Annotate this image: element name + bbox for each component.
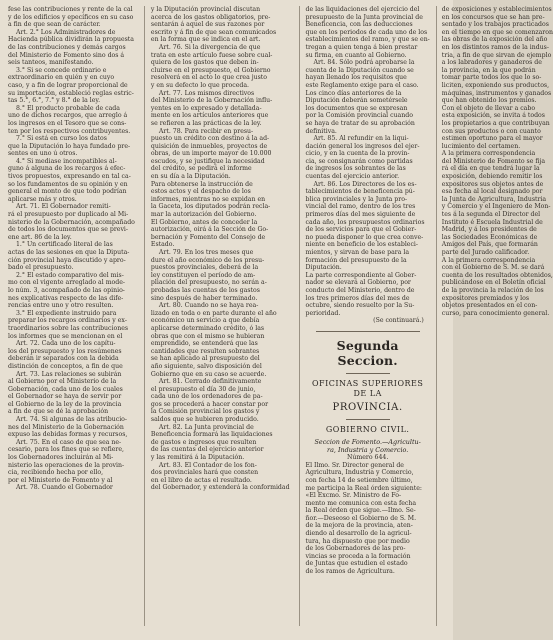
- offices-heading: OFICINAS SUPERIORES DE LA: [311, 378, 424, 398]
- text-line: se haya de tratar de su aprobación: [305, 119, 415, 127]
- text-line: niente en beneficio de los estableci-: [305, 241, 419, 249]
- text-line: objetos presentados en el con-: [441, 302, 538, 310]
- text-line: en los concursos que se han pre-: [441, 13, 545, 21]
- text-line: 1.° Un certificado literal de las: [16, 241, 113, 249]
- text-line: saldos que se hubieren producido.: [150, 416, 259, 424]
- text-line: mientos, y sirvan de base para la: [305, 249, 410, 256]
- text-line: y Comercio y el Ingeniero de Mon-: [441, 203, 551, 211]
- text-line: resolverá en el acto lo que crea justo: [150, 74, 268, 82]
- text-line: a los labradores y ganaderos de: [441, 59, 542, 67]
- text-line: sentarán á aquel de sus razones por: [150, 21, 265, 29]
- text-line: La parte correspondiente al Gober-: [305, 271, 417, 279]
- text-line: trata en este artículo fuese sobre cual-: [150, 51, 273, 59]
- text-line: al Gobierno por el Ministerio de la: [8, 378, 117, 386]
- text-line: escrito y á fin de que sean comunicados: [150, 28, 277, 36]
- text-line: Art. 73. Las relaciones se subirán: [16, 370, 122, 378]
- text-line: curso, para conocimiento general.: [441, 309, 550, 317]
- text-line: el Gobernador se haya de servir por: [8, 393, 122, 401]
- text-line: expositores premiados y los: [441, 294, 530, 302]
- column-fourth: [436, 6, 553, 626]
- text-line: con el Gobierno de S. M. se dará: [441, 264, 545, 272]
- text-line: de las contribuciones y demás cargos: [8, 43, 126, 51]
- text-columns: [8, 6, 553, 626]
- text-line: caso, y a fin de lograr proporcional de: [8, 81, 128, 89]
- text-line: económico un servicio a que debía: [150, 317, 260, 325]
- text-line: y la Diputación provincial discutan: [150, 6, 261, 13]
- text-line: Art. 82. La Junta provincial de: [158, 423, 254, 431]
- text-line: de los servicios para que el Gobier-: [305, 226, 417, 234]
- text-line: las Sociedades Económicas de: [441, 233, 538, 241]
- text-line: actas de las sesiones en que la Diputa-: [8, 249, 130, 256]
- text-line: Beneficencia, con las deducciones: [305, 21, 413, 29]
- text-line: 4.° Si mediase incompatibles al-: [16, 157, 117, 165]
- text-line: seis tanteos, manifestando.: [8, 59, 94, 67]
- section-rule-short: [346, 373, 390, 374]
- text-line: conducto del Ministerio, dentro de: [305, 286, 415, 294]
- text-line: so los fundamentos de su opinión y en: [8, 180, 128, 188]
- text-line: nes del Ministerio de la Gobernación: [8, 423, 124, 431]
- text-line: general el monto de que todo podrían: [8, 188, 127, 196]
- text-line: tivos propuestos, expresando en tal ca-: [8, 173, 131, 181]
- text-line: en los distintos ramos de la indus-: [441, 43, 549, 51]
- text-line: cuenta de la Diputación cuando se: [305, 66, 414, 74]
- text-line: 2.° El estado comparativo del mis-: [16, 271, 124, 279]
- text-line: los documentos que se expresan: [305, 104, 408, 112]
- text-line: Amigos del País, que formarán: [441, 241, 538, 249]
- text-line: se han aplicado al presupuesto del: [150, 355, 260, 363]
- text-line: autorización, oirá á la Sección de Go-: [150, 226, 269, 234]
- text-line: y las remitirá á la Diputación.: [150, 454, 245, 462]
- text-line: Art. 72. Cada uno de los capítu-: [16, 340, 116, 348]
- text-line: diendo al desarrollo de la agricul-: [305, 530, 412, 538]
- text-line: aplicarse más y otros.: [8, 195, 77, 203]
- text-line: el presupuesto el día 30 de junio,: [150, 385, 256, 393]
- text-line: presupuesto de la Junta provincial de: [305, 13, 423, 21]
- text-line: de la provincia la relación de los: [441, 286, 544, 294]
- text-line: de las cuentas del ejercicio anterior: [150, 446, 264, 454]
- text-line: formación del presupuesto de la: [305, 256, 407, 264]
- document-number: Número 644.: [346, 454, 389, 462]
- text-line: cicio, y en la cuenta de la provin-: [305, 150, 410, 158]
- text-line: ción provincial haya discutido y apro-: [8, 256, 126, 264]
- text-line: obras que con el mismo se hubieran: [150, 332, 265, 340]
- fomento-section-lead: Seccion de Fomento.—Agricultu-: [314, 437, 421, 446]
- text-line: gos se procederá a hacer constar por: [150, 400, 269, 408]
- heading-rule: [346, 419, 390, 420]
- text-line: Hacienda pública dividirán la propuesta: [8, 36, 134, 44]
- text-line: ley constituyen el período de am-: [150, 271, 256, 279]
- text-line: el Gobierno de la ley de la provincia: [8, 400, 122, 408]
- text-line: Beneficencia formará las liquidaciones: [150, 431, 273, 439]
- text-line: de gastos e ingresos que resulten: [150, 438, 257, 446]
- text-line: la provincia, en la que podrán: [441, 66, 536, 74]
- text-line: sentes en uno ú otros.: [8, 150, 78, 158]
- text-line: de todos los documentos que se previ-: [8, 226, 129, 234]
- text-line: con sus productos o con cuanto: [441, 127, 541, 135]
- text-line: tablecimientos de beneficencia pú-: [305, 188, 415, 196]
- text-line: Art. 77. Los mismos directivos: [158, 89, 255, 97]
- text-line: extraordinario en quién y en cuyo: [8, 74, 115, 82]
- text-line: nador se elevará al Gobierno, por: [305, 279, 411, 287]
- text-line: los informes que se mencionan en el: [8, 332, 123, 340]
- column-middle: [144, 6, 290, 626]
- text-line: fese las contribuciones y rente de la cal: [8, 6, 133, 13]
- text-line: lucimiento del certamen.: [441, 142, 521, 150]
- text-line: Agricultura, Industria y Comercio,: [305, 469, 414, 477]
- column-right-area: [299, 6, 553, 626]
- text-line: rencias entre uno y otro resulten.: [8, 302, 114, 310]
- text-line: 3.° El expediente instruido para: [16, 309, 117, 317]
- text-line: octubre, siendo resuelto por la Su-: [305, 302, 415, 310]
- text-line: tas 5.°, 6.°, 7.° y 8.° de la ley.: [8, 97, 101, 105]
- text-line: dure el año económico de los presu-: [150, 256, 265, 264]
- text-line: año siguiente, salvo disposición del: [150, 362, 262, 370]
- text-line: tura, ha dispuesto que por medio: [305, 537, 410, 545]
- column-left: [8, 6, 135, 626]
- text-line: la Gaceta, los diputados podrán recla-: [150, 203, 271, 211]
- section-rule: [316, 331, 420, 332]
- text-line: escudos, y se justifique la necesidad: [150, 157, 265, 165]
- text-line: expuso las debidas formas y recursos,: [8, 431, 128, 439]
- text-line: máquinas, instrumentos y ganados: [441, 89, 552, 97]
- text-line: Instituto é Escuela Industrial de: [441, 218, 543, 226]
- text-line: cuentas del ejercicio anterior.: [305, 173, 400, 181]
- text-line: ñor.—Deseoso el Gobierno de S. M.: [305, 514, 417, 522]
- text-line: tria, a fin de que sirvan de ejemplo: [441, 51, 552, 59]
- text-line: puesto un crédito con destino á la ad-: [150, 135, 270, 143]
- text-line: la Real órden que sigue.—Ilmo. Se-: [305, 507, 416, 515]
- text-line: los Gobernadores incluirán al Mi-: [8, 454, 114, 462]
- text-line: El Ilmo. Sr. Director general de: [305, 461, 404, 469]
- text-line: 3.° Si se concede ordinario e: [16, 66, 107, 74]
- text-line: primeros días del mes siguiente de: [305, 211, 416, 219]
- text-line: 8.° El producto probable de cada: [16, 104, 120, 112]
- text-line: esa fecha al local designado por: [441, 188, 543, 196]
- text-line: cuenta de los resultados obtenidos,: [441, 271, 553, 279]
- text-line: estos actos y el despacho de los: [150, 188, 251, 196]
- text-line: de ingresos los sobrantes de las: [305, 165, 406, 173]
- text-line: mente en los artículos anteriores que: [150, 112, 269, 120]
- text-line: Art. 71. El Gobernador remiti-: [16, 203, 111, 211]
- text-line: tomar parte todos los que lo so-: [441, 74, 542, 82]
- text-line: emprendido, se entenderá que las: [150, 340, 258, 348]
- text-line: Art. 81. Cerrado definitivamente: [158, 378, 262, 386]
- text-line: cia, se consignarán como partidas: [305, 157, 413, 165]
- text-line: de las liquidaciones del ejercicio del: [305, 6, 420, 13]
- text-line: uno de dichos recargos, que arreglo á: [8, 112, 128, 120]
- text-line: de los Gobernadores de las pro-: [305, 545, 406, 553]
- text-line: ene art. 86 de la ley.: [8, 233, 72, 241]
- text-line: sentado y los trabajos practicados: [441, 21, 549, 29]
- text-line: definitiva.: [305, 127, 337, 135]
- text-line: preparar los recargos ordinarios y ex-: [8, 317, 127, 325]
- text-line: en el libro de actas el resultado.: [150, 476, 252, 484]
- column-third: [306, 6, 430, 626]
- text-line: del Ministerio de la Gobernación influ-: [150, 97, 273, 105]
- text-line: la Junta de Agricultura, Industria: [441, 195, 547, 203]
- text-line: liciten, exponiendo sus productos,: [441, 81, 550, 89]
- text-line: del Gobernador, y extenderá la conformidad: [150, 484, 290, 492]
- section-title: Segunda Seccion.: [336, 337, 399, 368]
- text-line: Madrid, y á los presidentes de: [441, 226, 537, 234]
- text-line: establecimientos del ramo, y que se en-: [305, 36, 430, 44]
- text-line: El Gobierno, antes de conceder la: [150, 218, 258, 226]
- text-line: a fin de que sean de carácter.: [8, 21, 101, 29]
- text-line: por el Ministerio de Fomento y al: [8, 476, 113, 484]
- text-line: cesario, para los fines que se refiere,: [8, 446, 124, 454]
- text-line: que la Diputación lo haya fundado pre-: [8, 142, 131, 150]
- text-line: los del presupuesto y los resúmenes: [8, 347, 122, 355]
- text-line: puestos provinciales, deberá de la: [150, 264, 259, 272]
- text-line: de los ramos de Agricultura.: [305, 568, 395, 576]
- text-line: cada año, los presupuestos ordinarios: [305, 218, 425, 226]
- text-line: A la primera correspondencia: [441, 150, 536, 158]
- text-line: Gobierno que en su caso se acuerde.: [150, 370, 267, 378]
- text-line: lo núm. 3, acompañado de las opinio-: [8, 286, 125, 294]
- text-line: vincias se proceda a la formación: [305, 552, 411, 560]
- text-line: Art. 86. Los Directores de los es-: [313, 180, 417, 188]
- text-line: su importación, estableció reglas estric-: [8, 89, 134, 97]
- text-line: Con el objeto de llevar a cabo: [441, 104, 536, 112]
- text-line: Art. 75. En el caso de que sea ne-: [16, 438, 122, 446]
- text-line: dación general los ingresos del ejer-: [305, 142, 420, 150]
- text-line: bado el presupuesto.: [8, 264, 74, 272]
- text-line: tregan a quien tenga á bien prestar: [305, 43, 418, 51]
- text-line: yentes en lo expresado y detallada-: [150, 104, 262, 112]
- text-line: 7.° Si está en curso los datos: [16, 135, 107, 143]
- text-line: Art. 74. Si algunas de las atribucio-: [16, 416, 127, 424]
- text-line: los propietarios a que contribuyan: [441, 119, 550, 127]
- text-line: no pueda disponer lo que crea conve-: [305, 233, 424, 241]
- province-heading: PROVINCIA.: [332, 401, 403, 413]
- text-line: blica provinciales y la Junta pro-: [305, 195, 408, 203]
- text-line: y de los edificios y epecíficos en su caso: [8, 13, 134, 21]
- text-line: en el tiempo en que se comenzaron: [441, 28, 553, 36]
- text-line: del Ministerio de Fomento sino dos á: [8, 51, 125, 59]
- text-line: esta exposición, se invita á todos: [441, 112, 545, 120]
- text-line: a fin de que se dé la aprobación: [8, 408, 109, 416]
- text-line: probadas las cuentas de los gastos: [150, 286, 260, 294]
- text-line: que han obtenido los premios.: [441, 97, 537, 105]
- civil-government-heading: GOBIERNO CIVIL.: [325, 424, 410, 434]
- text-line: las obras de la exposición del año: [441, 36, 548, 44]
- text-line: Art. 80. Cuando no se haya rea-: [158, 302, 259, 310]
- text-line: nisterio de la Gobernación, acompañado: [8, 218, 135, 226]
- text-line: Diputación.: [305, 264, 342, 272]
- text-line: con fecha 14 de setiembre último,: [305, 476, 413, 484]
- text-line: del crédito, se pedirá el informe: [150, 165, 252, 173]
- text-line: por la Comisión provincial cuando: [305, 112, 413, 120]
- text-line: que en los periodos de cada uno de los: [305, 28, 428, 36]
- text-line: Los cinco días anteriores de la: [305, 89, 402, 97]
- text-line: tes á la segunda el Director del: [441, 211, 541, 219]
- text-line: deberán ir separados con la debida: [8, 355, 119, 363]
- text-line: guno á alguna de los recargos á efec-: [8, 165, 126, 173]
- text-line: me participa la Real órden siguiente:: [305, 484, 422, 492]
- text-line: dos provinciales hará que consten: [150, 469, 259, 477]
- text-line: Para obtenerse la instrucción de: [150, 180, 253, 188]
- text-line: cantidades que resulten sobrantes: [150, 347, 260, 355]
- text-line: cluirse en el presupuesto, el Gobierno: [150, 66, 271, 74]
- text-line: distinción de conceptos, a fin de que: [8, 362, 123, 370]
- fomento-section-lead-2: ra, Industria y Comercio.: [327, 445, 409, 454]
- text-line: perioridad.: [305, 309, 341, 317]
- text-line: Art. 2.° Los Administradores de: [16, 28, 116, 36]
- text-line: publicándose en el Boletín oficial: [441, 279, 546, 287]
- text-line: mo con el vigente arreglado al mode-: [8, 279, 125, 287]
- text-line: exposición, debiendo remitir los: [441, 173, 543, 181]
- text-line: Art. 78. Cuando el Gobernador: [16, 484, 113, 492]
- text-line: mento me comunica con esta fecha: [305, 499, 417, 507]
- text-line: informes, mientras no se expidan en: [150, 195, 266, 203]
- text-line: «El Excmo. Sr. Ministro de Fo-: [305, 492, 402, 500]
- text-line: traordinarios sobre las contribuciones: [8, 324, 129, 332]
- text-line: hayan llenado los requisitos que: [305, 74, 407, 82]
- text-line: de exposiciones y establecimientos: [441, 6, 552, 13]
- text-line: rá el presupuesto por duplicado al Mi-: [8, 211, 129, 219]
- text-line: Art. 85. Al refundir en la liqui-: [313, 135, 409, 143]
- text-line: la Comisión provincial los gastos y: [150, 408, 260, 416]
- text-line: Art. 83. El Contador de los fon-: [158, 461, 257, 469]
- text-line: nisterio las operaciones de la provin-: [8, 461, 125, 469]
- text-line: obras, de un importe mayor de 10.000: [150, 150, 272, 158]
- text-line: bernación y Fomento del Consejo de: [150, 233, 266, 241]
- text-line: quisición de inmuebles, proyectos de: [150, 142, 268, 150]
- text-line: se refieren a las prácticas de la ley.: [150, 119, 262, 127]
- text-line: Gobernación, cada uno de los cuales: [8, 385, 123, 393]
- text-line: y en su defecto lo que proceda.: [150, 81, 249, 89]
- text-line: Diputación deberán sometérsele: [305, 97, 408, 105]
- text-line: acerca de los gastos obligatorios, pre-: [150, 13, 271, 21]
- text-line: rá el día en que tendrá lugar la: [441, 165, 540, 173]
- text-line: los tres primeros días del mes de: [305, 294, 410, 302]
- continuation-note: (Se continuará.): [373, 317, 424, 325]
- text-line: A la primera correspondencia: [441, 256, 536, 264]
- text-line: cia, recibiendo hecha por ello,: [8, 469, 104, 477]
- text-line: cada uno de los ordenadores de pa-: [150, 393, 263, 401]
- text-line: los ingresos en el Tesoro que se cons-: [8, 119, 127, 127]
- text-line: nes explicativas respecto de las dife-: [8, 294, 124, 302]
- text-line: sino después de haber terminado.: [150, 294, 258, 302]
- text-line: Art. 76. Si la divergencia de que: [158, 43, 261, 51]
- text-line: de Juntas que estudien el estado: [305, 560, 408, 568]
- text-line: en su día a la Diputación.: [150, 173, 231, 181]
- text-line: lizado en toda o en parte durante el año: [150, 309, 277, 317]
- text-line: expositores sus objetos antes de: [441, 180, 544, 188]
- text-line: Art. 84. Sólo podrá aprobarse la: [313, 59, 415, 67]
- text-line: de la mejora de la provincia, aten-: [305, 522, 413, 530]
- text-line: ten por los respectivos contribuyentes.: [8, 127, 131, 135]
- text-line: pliación del presupuesto, no serán a-: [150, 279, 267, 287]
- text-line: parte del Jurado calificador.: [441, 249, 530, 256]
- text-line: Art. 78. Para recibir en presu-: [158, 127, 254, 135]
- text-line: Estado.: [150, 241, 175, 249]
- text-line: quiera de los gastos que deben in-: [150, 59, 259, 67]
- text-line: del Ministerio de Fomento se fija: [441, 157, 546, 165]
- text-line: en la forma que se indica en el art.: [150, 36, 261, 44]
- text-line: Art. 79. En los tres meses que: [158, 249, 254, 256]
- text-line: este Reglamento exige para el caso.: [305, 81, 419, 89]
- text-line: su firma, en cuanto al Gobierno.: [305, 51, 407, 59]
- text-line: aplicarse determinado crédito, ó las: [150, 324, 265, 332]
- text-line: mar la autorización del Gobierno.: [150, 211, 257, 219]
- text-line: vincial del ramo, dentro de los tres: [305, 203, 416, 211]
- text-line: estimen oportuno para el mayor: [441, 135, 543, 143]
